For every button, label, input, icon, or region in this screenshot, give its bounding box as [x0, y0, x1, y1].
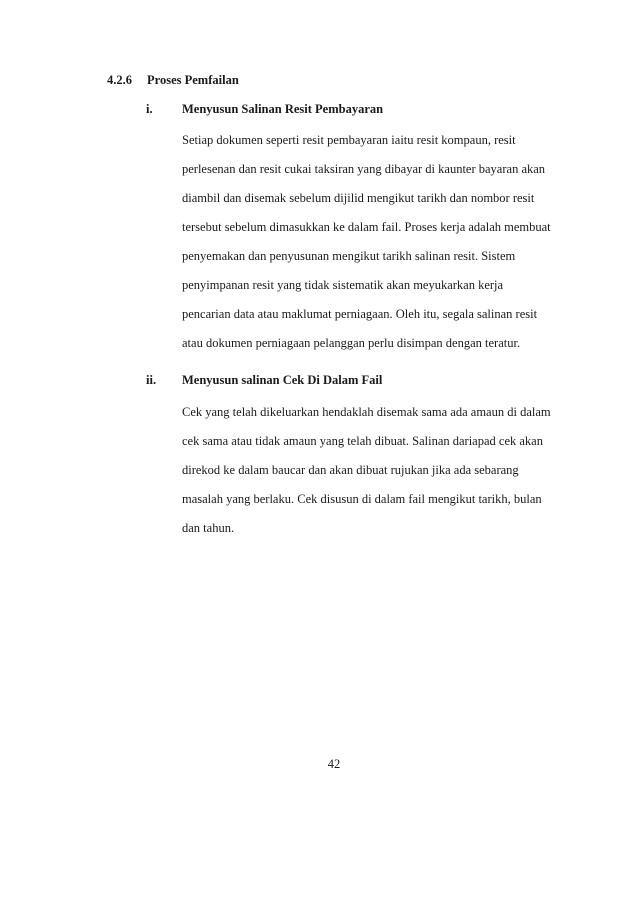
- paragraph-line: penyemakan dan penyusunan mengikut tarikh salinan resit. Sistem: [182, 249, 516, 263]
- subsection-paragraph: [182, 398, 582, 543]
- subsection-paragraph: [182, 126, 582, 358]
- paragraph-line: Setiap dokumen seperti resit pembayaran iaitu resit kompaun, resit: [182, 133, 516, 147]
- paragraph-line: diambil dan disemak sebelum dijilid mengikut tarikh dan nombor resit: [182, 191, 535, 205]
- section-title: Proses Pemfailan: [147, 73, 239, 87]
- paragraph-line: pencarian data atau maklumat perniagaan. Oleh itu, segala salinan resit: [182, 307, 538, 321]
- paragraph-line: cek sama atau tidak amaun yang telah dibuat. Salinan dariapad cek akan: [182, 434, 543, 448]
- section-heading: [107, 73, 239, 88]
- paragraph-line: dan tahun.: [182, 521, 235, 535]
- paragraph-line: penyimpanan resit yang tidak sistematik akan meyukarkan kerja: [182, 278, 504, 292]
- paragraph-line: tersebut sebelum dimasukkan ke dalam fail. Proses kerja adalah membuat: [182, 220, 551, 234]
- page-number: 42: [327, 757, 341, 771]
- subsection-heading: [146, 100, 586, 118]
- paragraph-line: Cek yang telah dikeluarkan hendaklah disemak sama ada amaun di dalam: [182, 405, 551, 419]
- subsection-heading: [146, 371, 586, 389]
- subsection-title: Menyusun salinan Cek Di Dalam Fail: [182, 373, 383, 387]
- subsection-marker: i.: [146, 102, 153, 116]
- subsection-marker: ii.: [146, 373, 157, 387]
- paragraph-line: atau dokumen perniagaan pelanggan perlu disimpan dengan teratur.: [182, 336, 521, 350]
- paragraph-line: masalah yang berlaku. Cek disusun di dalam fail mengikut tarikh, bulan: [182, 492, 542, 506]
- section-number: 4.2.6: [107, 73, 132, 87]
- subsection-title: Menyusun Salinan Resit Pembayaran: [182, 102, 384, 116]
- paragraph-line: perlesenan dan resit cukai taksiran yang dibayar di kaunter bayaran akan: [182, 162, 546, 176]
- subsection-cheques: [146, 371, 586, 543]
- subsection-receipts: [146, 100, 586, 358]
- paragraph-line: direkod ke dalam baucar dan akan dibuat rujukan jika ada sebarang: [182, 463, 519, 477]
